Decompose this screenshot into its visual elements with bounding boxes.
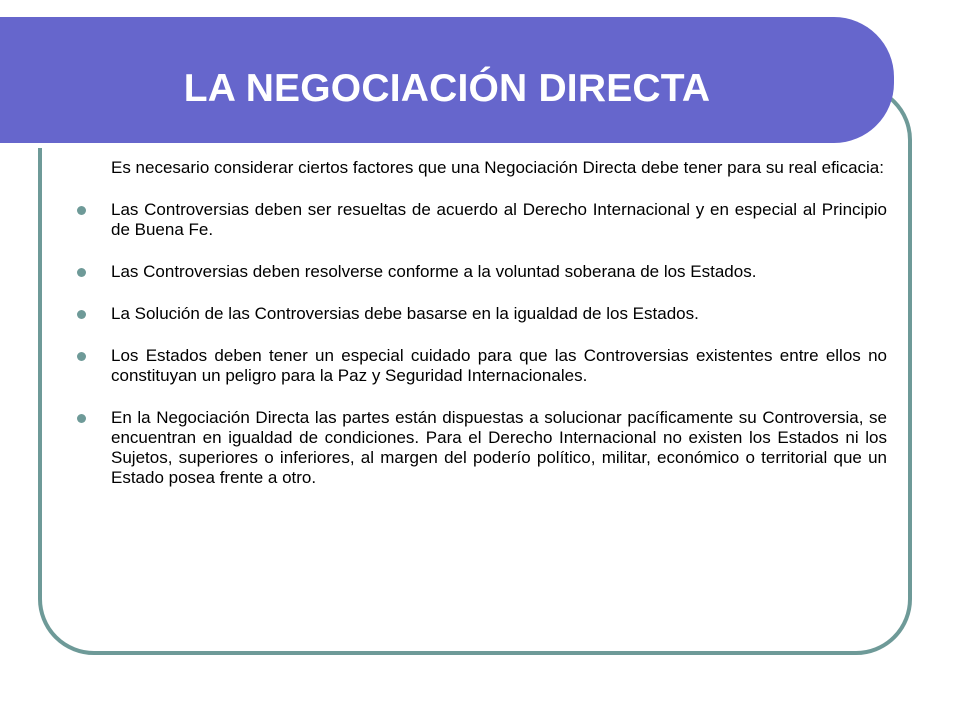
- bullet-item: [76, 200, 887, 240]
- bullet-item: [76, 408, 887, 488]
- bullet-item: [76, 304, 887, 324]
- bullet-dot-icon: [77, 310, 86, 319]
- bullet-dot-icon: [77, 206, 86, 215]
- bullet-text: La Solución de las Controversias debe basarse en la igualdad de los Estados.: [111, 304, 699, 323]
- bullet-text: Las Controversias deben ser resueltas de acuerdo al Derecho Internacional y en especial al Principio de Buena Fe.: [111, 200, 887, 239]
- bullet-dot-icon: [77, 268, 86, 277]
- intro-paragraph: Es necesario considerar ciertos factores que una Negociación Directa debe tener para su real eficacia:: [111, 158, 884, 177]
- bullet-text: En la Negociación Directa las partes están dispuestas a solucionar pacíficamente su Controversia, se encuentran en igualdad de condiciones. Para el Derecho Internacional no existen los Estados ni los Sujetos, superiores o inferiores, al margen del poderío político, militar, económico o territorial que un Estado posea frente a otro.: [111, 408, 887, 487]
- title-band: [0, 17, 894, 143]
- bullet-dot-icon: [77, 414, 86, 423]
- bullet-list: [76, 200, 887, 488]
- slide-body: [76, 158, 887, 510]
- bullet-text: Los Estados deben tener un especial cuidado para que las Controversias existentes entre ellos no constituyan un peligro para la Paz y Seguridad Internacionales.: [111, 346, 887, 385]
- bullet-item: [76, 262, 887, 282]
- bullet-text: Las Controversias deben resolverse conforme a la voluntad soberana de los Estados.: [111, 262, 757, 281]
- slide-title: LA NEGOCIACIÓN DIRECTA: [183, 67, 711, 110]
- bullet-item: [76, 346, 887, 386]
- bullet-dot-icon: [77, 352, 86, 361]
- title-underline: [0, 143, 850, 148]
